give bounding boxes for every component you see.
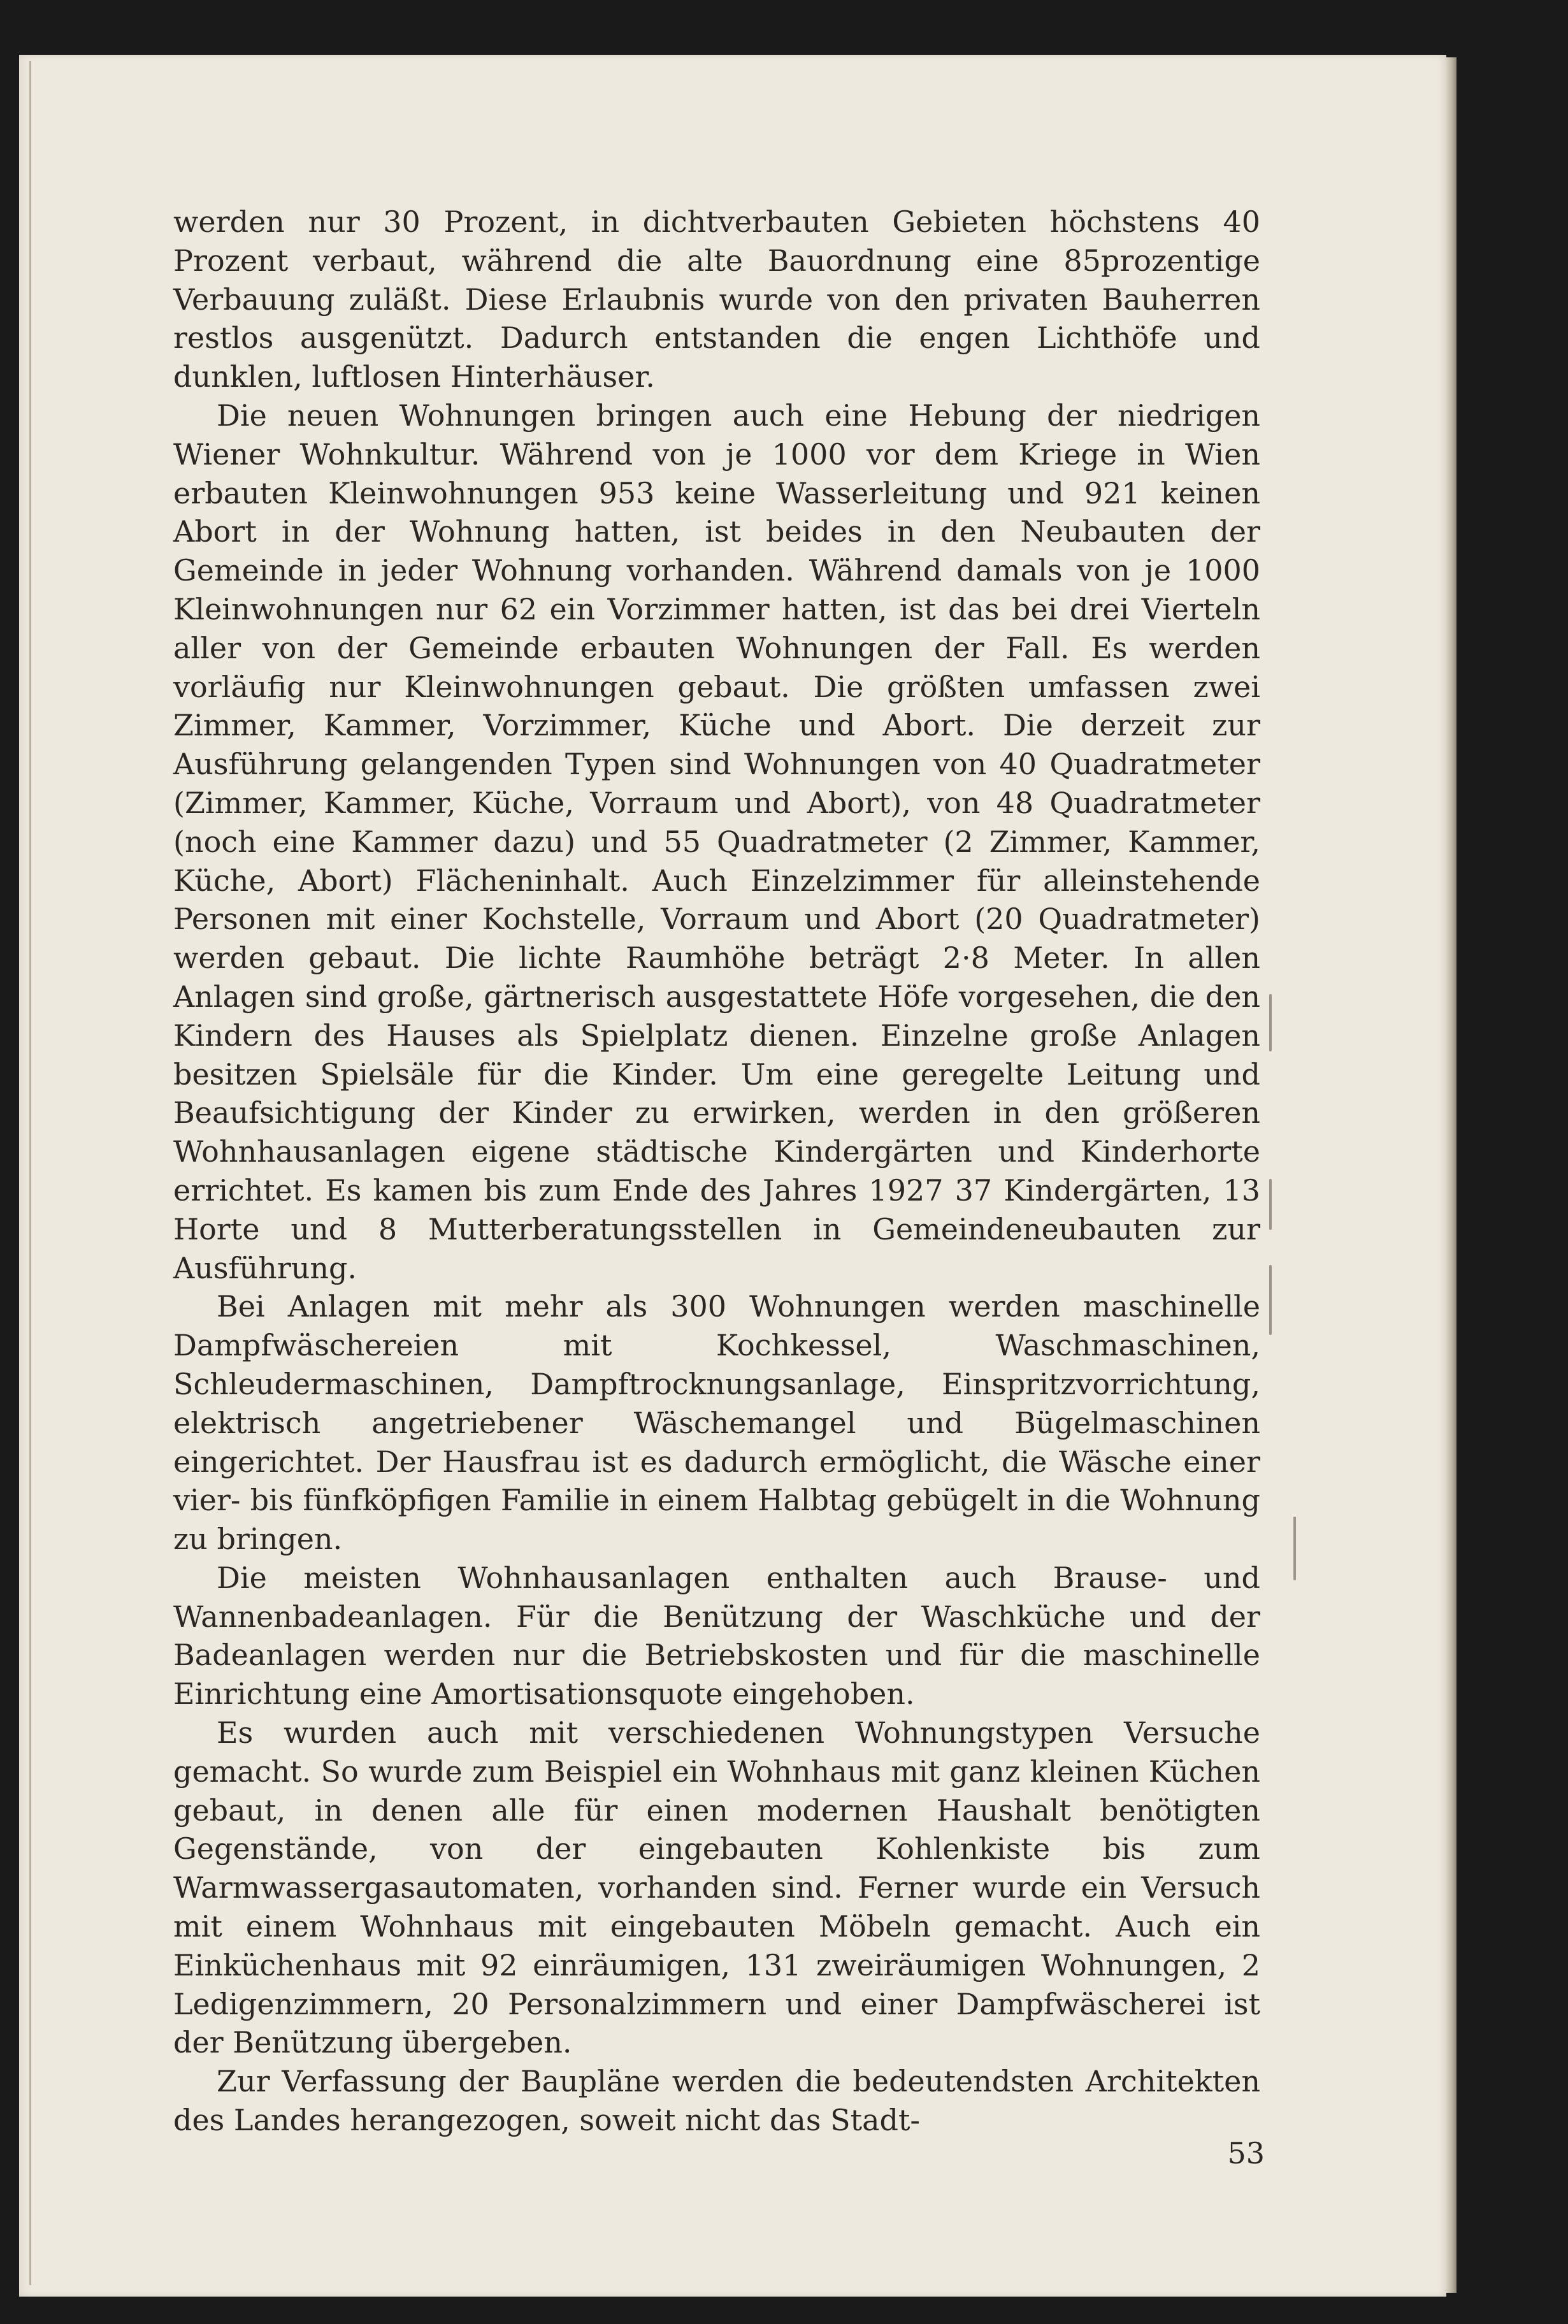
body-text [173,203,1260,2140]
margin-pencil-mark [1269,1265,1272,1335]
paragraph-housing-experiments: Es wurden auch mit verschiedenen Wohnungstypen Versuche gemacht. So wurde zum Beispiel ein Wohnhaus mit ganz kleinen Küchen gebaut, in denen alle für einen modernen Haushalt benötigten Gegenstände, von der eingebauten Kohlenkiste bis zum Warmwassergasautomaten, vorhanden sind. Ferner wurde ein Versuch mit einem Wohnhaus mit eingebauten Möbeln gemacht. Auch ein Einküchenhaus mit 92 einräumigen, 131 zweiräumigen Wohnungen, 2 Ledigenzimmern, 20 Personalzimmern und einer Dampfwäscherei ist der Benützung übergeben. [173,1715,1260,2060]
margin-pencil-mark [1269,994,1272,1051]
paragraph-housing-culture: Die neuen Wohnungen bringen auch eine Hebung der niedrigen Wiener Wohnkultur. Während von je 1000 vor dem Kriege in Wien erbauten Kleinwohnungen 953 keine Wasserleitung und 921 keinen Abort in der Wohnung hatten, ist beides in den Neubauten der Gemeinde in jeder Wohnung vorhanden. Während damals von je 1000 Kleinwohnungen nur 62 ein Vorzimmer hatten, ist das bei drei Vierteln aller von der Gemeinde erbauten Wohnungen der Fall. Es werden vorläufig nur Kleinwohnungen gebaut. Die größten umfassen zwei Zimmer, Kammer, Vorzimmer, Küche und Abort. Die derzeit zur Ausführung gelangenden Typen sind Wohnungen von 40 Quadratmeter (Zimmer, Kammer, Küche, Vorraum und Abort), von 48 Quadratmeter (noch eine Kammer dazu) und 55 Quadratmeter (2 Zimmer, Kammer, Küche, Abort) Flächeninhalt. Auch Einzelzimmer für alleinstehende Personen mit einer Kochstelle, Vorraum und Abort (20 Quadratmeter) werden gebaut. Die lichte Raumhöhe beträgt 2·8 Meter. In allen Anlagen sind große, gärtnerisch ausgestattete Höfe vorgesehen, die den Kindern des Hauses als Spielplatz dienen. Einzelne große Anlagen besitzen Spielsäle für die Kinder. Um eine geregelte Leitung und Beaufsichtigung der Kinder zu erwirken, werden in den größeren Wohnhausanlagen eigene städtische Kindergärten und Kinderhorte errichtet. Es kamen bis zum Ende des Jahres 1927 37 Kindergärten, 13 Horte und 8 Mutterberatungsstellen in Gemeindeneubauten zur Ausführung. [173,398,1260,1285]
page-number: 53 [1227,2136,1265,2170]
page-edge [1446,57,1457,2293]
paragraph-laundries: Bei Anlagen mit mehr als 300 Wohnungen werden maschinelle Dampfwäschereien mit Kochkessel, Waschmaschinen, Schleudermaschinen, Dampftrocknungsanlage, Einspritzvorrichtung, elektrisch angetriebener Wäschemangel und Bügelmaschinen eingerichtet. Der Hausfrau ist es dadurch ermöglicht, die Wäsche einer vier- bis fünfköpfigen Familie in einem Halbtag gebügelt in die Wohnung zu bringen. [173,1289,1260,1557]
paragraph-bath-facilities: Die meisten Wohnhausanlagen enthalten auch Brause- und Wannenbadeanlagen. Für die Benützung der Waschküche und der Badeanlagen werden nur die Betriebskosten und für die maschinelle Einrichtung eine Amortisationsquote eingehoben. [173,1560,1260,1712]
binding-gutter [29,61,31,2285]
paragraph-architects: Zur Verfassung der Baupläne werden die bedeutendsten Architekten des Landes herangezogen, soweit nicht das Stadt- [173,2064,1260,2138]
paragraph-building-density: werden nur 30 Prozent, in dichtverbauten Gebieten höchstens 40 Prozent verbaut, während die alte Bauordnung eine 85prozentige Verbauung zuläßt. Diese Erlaubnis wurde von den privaten Bauherren restlos ausgenützt. Dadurch entstanden die engen Lichthöfe und dunklen, luftlosen Hinterhäuser. [173,205,1260,394]
margin-pencil-mark [1269,1179,1272,1230]
margin-pencil-mark [1293,1517,1296,1580]
